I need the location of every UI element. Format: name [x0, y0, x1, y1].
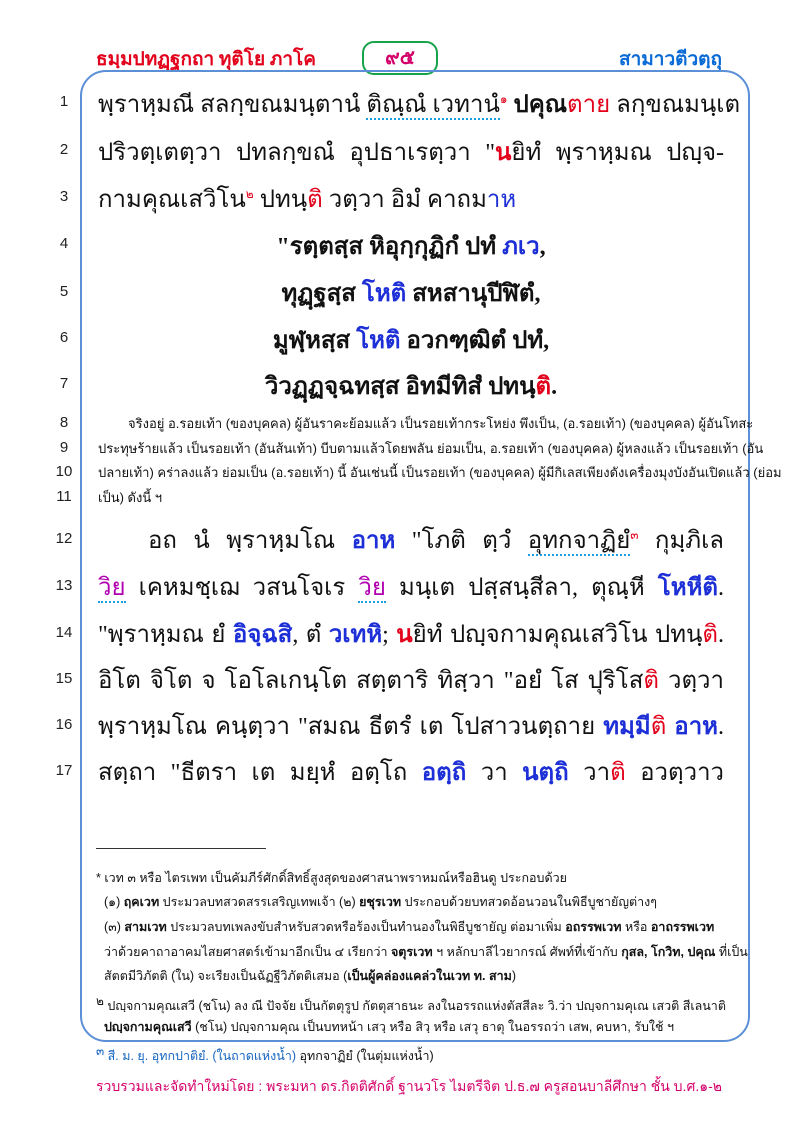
- page-number: ๙๕: [362, 41, 438, 75]
- footnote-1-line-4: ว่าด้วยคาถาอาคมไสยศาสตร์เข้ามาอีกเป็น ๔ เรียกว่า จตุรเวท ฯ หลักบาลีไวยากรณ์ ศัพท์ที่เข้ากับ กุสล, โกวิท, ปคุณ ที่เป็น: [104, 945, 748, 959]
- pali-line-14: "พฺราหฺมณ ยํ อิจฺฉสิ, ตํ วเทหิ; นยิทํ ปญฺจกามคุณเสวิโน ปทนฺติ.: [98, 622, 725, 648]
- line-number: 14: [55, 624, 73, 641]
- verse-line-4: วิวฏฺฏจฺฉทสฺส อิทมีทิสํ ปทนฺติ.: [264, 374, 558, 400]
- pali-line-3: กามคุณเสวิโน$^๒$ ปทนฺติ วตฺวา อิมํ คาถมาห: [98, 187, 517, 213]
- line-number: 12: [55, 530, 73, 547]
- line-number: 4: [59, 235, 69, 252]
- pali-line-17: สตฺถา "ธีตรา เต มยฺหํ อตฺโถ อตฺถิ วา นตฺถิ วาติ อวตฺวาว: [98, 760, 725, 786]
- pali-line-16: พฺราหฺมโณ คนฺตฺวา "สมณ ธีตรํ เต โปสาวนตฺถาย ทมฺมีติ อาห.: [98, 714, 724, 740]
- line-number: 3: [59, 188, 69, 205]
- line-number: 7: [59, 375, 69, 392]
- footer-course: ครูสอนบาลีศึกษา ชั้น บ.ศ.๑-๒: [543, 1078, 722, 1094]
- line-number: 2: [59, 141, 69, 158]
- verse-line-1: "รตฺตสฺส หิอุกฺกุฏิกํ ปทํ ภเว,: [276, 234, 546, 260]
- footnote-3: $^๓$ สี. ม. ยุ. อุทกปาติยํ. (ในถาดแห่งน้ำ) อุทกจาฏิยํ (ในตุ่มแห่งน้ำ): [96, 1044, 434, 1064]
- line-number: 15: [55, 670, 73, 687]
- footnote-rule: [96, 848, 266, 849]
- translation-line-3: ปลายเท้า) คร่าลงแล้ว ย่อมเป็น (อ.รอยเท้า) นี้ อันเช่นนี้ เป็นรอยเท้า (ของบุคคล) ผู้มีกิเลสเพียงดังเครื่องมุงบังอันเปิดแล้ว (ย่อม: [98, 465, 782, 480]
- verse-line-3: มูฬฺหสฺส โหติ อวกฑฺฒิตํ ปทํ,: [272, 328, 550, 354]
- line-number: 16: [55, 716, 73, 733]
- book-title: ธมฺมปทฏฺฐกถา ทุติโย ภาโค: [96, 49, 316, 70]
- pali-line-13: วิย เคหมชฺเฌ วสนโจเร วิย มนฺเต ปสฺสนฺสีลา, ตุณฺหี โหหีติ.: [98, 575, 724, 601]
- footer-author: รวบรวมและจัดทำใหม่โดย : พระมหา ดร.กิตติศักดิ์ ฐานวโร ไมตรีจิต ป.ธ.๗: [96, 1078, 540, 1094]
- pali-line-15: อิโต จิโต จ โอโลเกนฺโต สตฺตาริ ทิสฺวา "อยํ โส ปุริโสติ วตฺวา: [98, 668, 724, 694]
- footnote-2-line-2: ปญฺจกามคุณเสวี (ชโน) ปญฺจกามคุณ เป็นบทหน้า เสวฺ หรือ สิวฺ หรือ เสวุ ธาตุ ในอรรถว่า เสพ, คบหา, รับใช้ ฯ: [104, 1020, 675, 1034]
- footnote-2: $^๒$ ปญฺจกามคุณเสวี (ชโน) ลง ณี ปัจจัย เป็นกัตตุรูป กัตตุสาธนะ ลงในอรรถแห่งตัสสีละ วิ.ว่า ปญฺจกามคุเณ เสวติ สีเลนาติ: [96, 994, 726, 1014]
- line-number: 17: [55, 762, 73, 779]
- translation-line-1: จริงอยู่ อ.รอยเท้า (ของบุคคล) ผู้อันราคะย้อมแล้ว เป็นรอยเท้ากระโหย่ง พึงเป็น, (อ.รอยเท้า) (ของบุคคล) ผู้อันโทสะ: [128, 416, 754, 431]
- line-number: 10: [55, 463, 73, 480]
- translation-line-2: ประทุษร้ายแล้ว เป็นรอยเท้า (อันส้นเท้า) บีบตามแล้วโดยพลัน ย่อมเป็น, อ.รอยเท้า (ของบุคคล) ผู้หลงแล้ว เป็นรอยเท้า (อัน: [98, 441, 764, 456]
- line-number: 11: [56, 488, 72, 505]
- footnote-1: * เวท ๓ หรือ ไตรเพท เป็นคัมภีร์ศักดิ์สิทธิ์สูงสุดของศาสนาพราหมณ์หรือฮินดู ประกอบด้วย: [96, 871, 567, 885]
- pali-line-2: ปริวตฺเตตฺวา ปทลกฺขณํ อุปธาเรตฺวา "นยิทํ พฺราหฺมณ ปญฺจ-: [98, 140, 724, 166]
- footnote-1-line-3: (๓) สามเวท ประมวลบทเพลงขับสำหรับสวดหรือร้องเป็นทำนองในพิธีบูชายัญ ต่อมาเพิ่ม อถรรพเวท หรือ อาถรรพเวท: [104, 920, 715, 934]
- line-number: 9: [59, 439, 69, 456]
- translation-line-4: เป็น) ดังนี้ ฯ: [98, 490, 163, 505]
- chapter-title: สามาวตีวตฺถุ: [619, 49, 722, 70]
- pali-line-12: อถ นํ พฺราหฺมโณ อาห "โภติ ตฺวํ อุทกจาฏิยํ$^๓$ กุมฺภิเล: [148, 528, 724, 554]
- pali-line-1: พฺราหฺมณี สลกฺขณมนฺตานํ ติณฺณํ เวทานํ$^๑$ ปคุณตาย ลกฺขณมนฺเต: [98, 92, 741, 118]
- line-number: 6: [59, 329, 69, 346]
- page-footer: [96, 1076, 722, 1098]
- footnote-1-line-2: (๑) ฤคเวท ประมวลบทสวดสรรเสริญเทพเจ้า (๒) ยชุรเวท ประกอบด้วยบทสวดอ้อนวอนในพิธีบูชายัญต่างๆ: [104, 895, 657, 909]
- line-number: 5: [59, 283, 69, 300]
- footnote-1-line-5: สัตตมีวิภัตติ (ใน) จะเรียงเป็นฉัฏฐีวิภัตติเสมอ (เป็นผู้คล่องแคล่วในเวท ท. สาม): [104, 969, 517, 983]
- line-number: 13: [55, 577, 73, 594]
- verse-line-2: ทุฏฺฐสฺส โหติ สหสานุปีฬิตํ,: [281, 281, 541, 307]
- line-number: 1: [59, 93, 69, 110]
- line-number: 8: [59, 414, 69, 431]
